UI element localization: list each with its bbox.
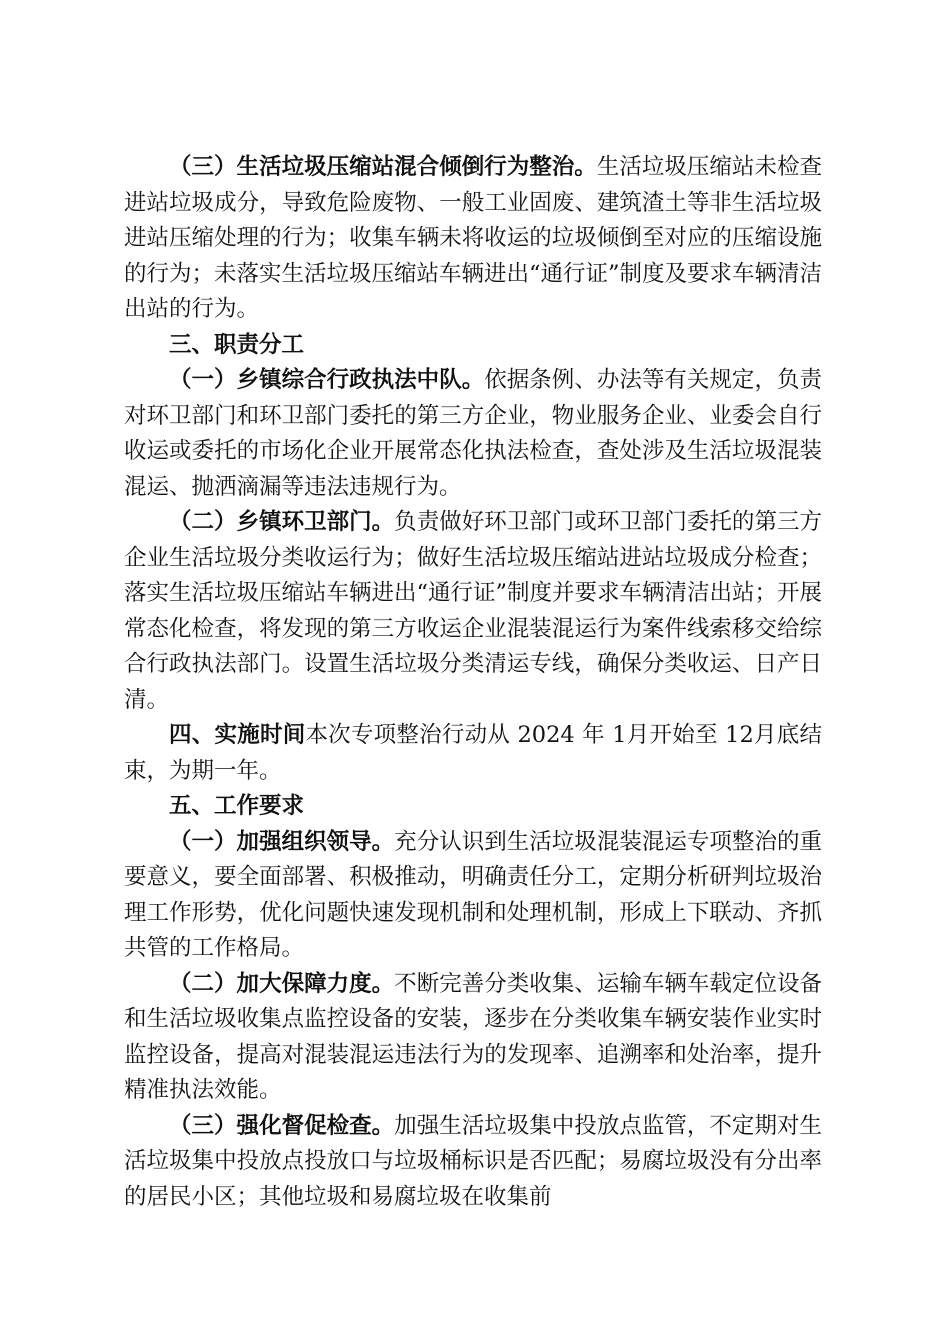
paragraph-lead: （一）加强组织领导。 (169, 828, 395, 855)
paragraph-lead: 四、实施时间 (169, 722, 306, 748)
paragraph-text: 不断完善分类收集、运输车辆车载定位设备和生活垃圾收集点监控设备的安装，逐步在分类收集车辆安装作业实时监控设备，提高对混装混运违法行为的发现率、追溯率和处治率，提升精准执法效能。 (124, 970, 822, 1103)
paragraph-text: 负责做好环卫部门或环卫部门委托的第三方企业生活垃圾分类收运行为；做好生活垃圾压缩站进站垃圾成分检查；落实生活垃圾压缩站车辆进出“通行证”制度并要求车辆清洁出站；开展常态化检查，将发现的第三方收运企业混装混运行为案件线索移交给综合行政执法部门。设置生活垃圾分类清运专线，确保分类收运、日产日清。 (124, 509, 823, 713)
paragraph-text: 充分认识到生活垃圾混装混运专项整治的重要意义，要全面部署、积极推动，明确责任分工，定期分析研判垃圾治理工作形势，优化问题快速发现机制和处理机制，形成上下联动、齐抓共管的工作格局。 (124, 828, 822, 961)
paragraph-implementation-time (124, 718, 822, 789)
paragraph-compression-station (124, 150, 822, 328)
paragraph-text: 依据条例、办法等有关规定，负责对环卫部门和环卫部门委托的第三方企业，物业服务企业、业委会自行收运或委托的市场化企业开展常态化执法检查，查处涉及生活垃圾混装混运、抛洒滴漏等违法违规行为。 (124, 367, 822, 500)
paragraph-lead: （二）加大保障力度。 (169, 970, 395, 997)
document-page (124, 150, 822, 1215)
section-heading-requirements: 五、工作要求 (169, 793, 305, 819)
paragraph-text: 加强生活垃圾集中投放点监管，不定期对生活垃圾集中投放点投放口与垃圾桶标识是否匹配；易腐垃圾没有分出率的居民小区；其他垃圾和易腐垃圾在收集前 (124, 1112, 822, 1210)
paragraph-inspection (124, 1109, 822, 1216)
paragraph-text: 生活垃圾压缩站未检查进站垃圾成分，导致危险废物、一般工业固废、建筑渣土等非生活垃圾进站压缩处理的行为；收集车辆未将收运的垃圾倾倒至对应的压缩设施的行为；未落实生活垃圾压缩站车辆进出“通行证”制度及要求车辆清洁出站的行为。 (124, 154, 823, 322)
paragraph-sanitation-dept (124, 505, 822, 718)
paragraph-support (124, 967, 822, 1109)
paragraph-text: 本次专项整治行动从 2024 年 1月开始至 12月底结束，为期一年。 (124, 722, 822, 784)
paragraph-lead: （三）强化督促检查。 (169, 1112, 395, 1139)
paragraph-organization (124, 825, 822, 967)
paragraph-law-enforcement (124, 363, 822, 505)
paragraph-lead: （二）乡镇环卫部门。 (169, 509, 395, 535)
section-heading-responsibilities: 三、职责分工 (169, 331, 305, 358)
paragraph-lead: （三）生活垃圾压缩站混合倾倒行为整治。 (169, 154, 597, 180)
paragraph-lead: （一）乡镇综合行政执法中队。 (169, 367, 485, 393)
